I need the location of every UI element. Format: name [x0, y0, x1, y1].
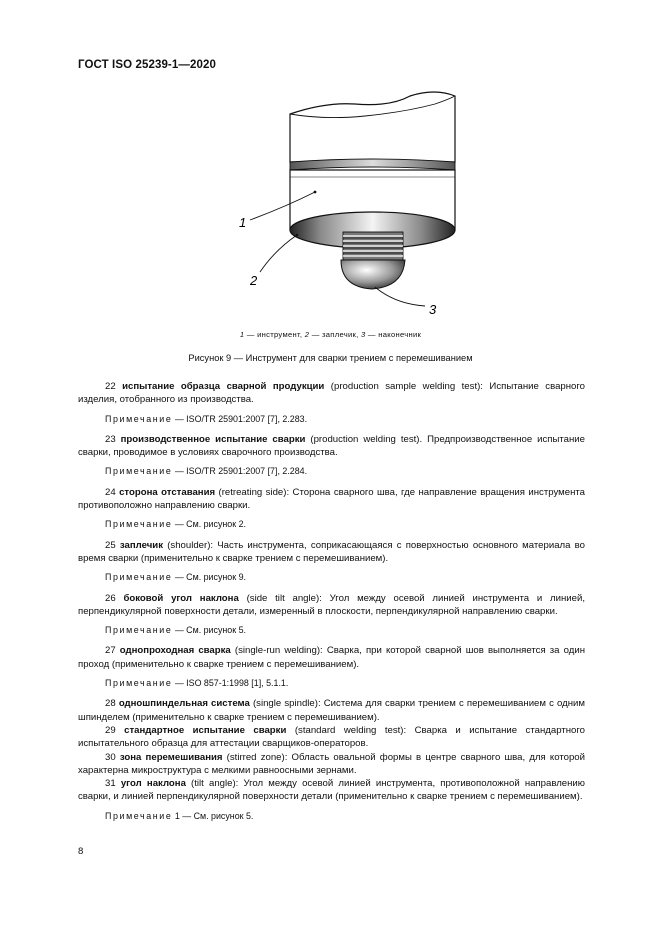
note-label: Примечание: [105, 413, 173, 424]
term-24: [78, 486, 585, 513]
note-label: Примечание: [105, 625, 173, 636]
term-definition: (stirred zone): Область овальной формы в центре сварного шва, для которой характерна микроструктура с мелкими равноосными зернами.: [78, 751, 585, 776]
term-definition: (single-run welding): Сварка, при которой сварной шов выполняется за один проход (применительно к сварке трением с перемешиванием).: [78, 645, 586, 670]
note-text: — ISO 857-1:1998 [1], 5.1.1.: [172, 678, 289, 689]
tool-body-upper: [290, 92, 455, 162]
term-27: [78, 644, 585, 671]
term-name: боковой угол наклона: [123, 592, 239, 604]
term-name: испытание образца сварной продукции: [122, 381, 325, 392]
note-text: — ISO/TR 25901:2007 [7], 2.284.: [172, 466, 308, 477]
note-23: [78, 465, 585, 478]
callout-1: 1: [239, 215, 247, 230]
figure-caption: Рисунок 9 — Инструмент для сварки трением с перемешиванием: [188, 353, 473, 363]
term-definition: (single spindle): Система для сварки трением с перемешиванием с одним шпинделем (применительно к сварке трением с перемешиванием).: [78, 698, 586, 723]
term-29: [78, 724, 585, 751]
note-25: [78, 571, 585, 584]
term-name: однопроходная сварка: [119, 645, 231, 657]
callout-2: 2: [250, 273, 258, 288]
term-28: [78, 697, 585, 724]
note-31: [78, 810, 585, 823]
friction-stir-tool-drawing: [205, 82, 495, 322]
legend-num-3: 3: [360, 330, 366, 339]
tool-band: [290, 159, 455, 170]
figure-legend: [0, 330, 661, 339]
note-text: — См. рисунок 9.: [172, 572, 246, 583]
term-number: 27: [105, 645, 116, 657]
note-26: [78, 624, 585, 637]
term-name: зона перемешивания: [119, 751, 223, 763]
term-number: 25: [105, 539, 116, 551]
note-22: [78, 413, 585, 426]
note-label: Примечание: [105, 466, 173, 477]
term-number: 29: [105, 724, 116, 736]
legend-text-2: — заплечик,: [309, 330, 361, 339]
legend-text-3: — наконечник: [365, 330, 422, 339]
term-definition: (tilt angle): Угол между осевой линией инструмента, противоположной направлению сварки, и линией перпендикулярной поверхности детали (применительно к сварке трением с перемешиванием).: [78, 778, 585, 803]
legend-num-2: 2: [304, 330, 310, 339]
term-number: 31: [105, 778, 116, 790]
terms-content: [78, 380, 585, 830]
term-name: сторона отставания: [119, 486, 216, 498]
term-25: [78, 539, 585, 566]
note-label: Примечание: [105, 572, 173, 583]
note-text: — ISO/TR 25901:2007 [7], 2.283.: [172, 413, 308, 424]
note-label: Примечание: [105, 810, 173, 821]
term-name: угол наклона: [120, 778, 186, 790]
note-text: 1 — См. рисунок 5.: [172, 810, 254, 821]
term-number: 24: [105, 486, 116, 498]
leader-2: [260, 235, 297, 272]
legend-text-1: — инструмент,: [244, 330, 305, 339]
term-definition: (production sample welding test): Испытание сварного изделия, отобранного из производства.: [78, 381, 586, 406]
term-30: [78, 751, 585, 778]
term-23: [78, 433, 585, 460]
term-number: 28: [105, 698, 116, 710]
term-definition: (side tilt angle): Угол между осевой линией инструмента и линией, перпендикулярной поверхности детали, измеренный в плоскости, перпендикулярной направлению сварки.: [78, 592, 585, 617]
term-definition: (standard welding test): Сварка и испытание стандартного испытательного образца для аттестации сварщиков-операторов.: [78, 724, 585, 750]
document-header: ГОСТ ISO 25239-1—2020: [78, 59, 216, 71]
term-name: стандартное испытание сварки: [124, 724, 287, 736]
callout-3: 3: [429, 302, 437, 317]
tool-probe-thread: [343, 232, 403, 260]
term-number: 22: [105, 381, 116, 392]
term-name: одношпиндельная система: [118, 698, 250, 710]
note-text: — См. рисунок 2.: [172, 519, 246, 530]
term-26: [78, 592, 585, 619]
term-definition: (shoulder): Часть инструмента, соприкасающаяся с поверхностью основного материала во время сварки (применительно к сварке трением с перемешиванием).: [78, 539, 586, 564]
term-number: 26: [105, 592, 116, 604]
term-22: [78, 380, 585, 407]
note-label: Примечание: [105, 519, 173, 530]
term-name: производственное испытание сварки: [120, 433, 306, 445]
note-text: — См. рисунок 5.: [172, 625, 246, 636]
term-number: 30: [105, 751, 116, 763]
term-31: [78, 777, 585, 804]
legend-num-1: 1: [239, 330, 245, 339]
page-number: 8: [78, 846, 84, 857]
tool-figure: [205, 82, 495, 322]
tool-probe-tip: [341, 260, 405, 289]
note-27: [78, 677, 585, 690]
term-number: 23: [105, 433, 116, 445]
note-label: Примечание: [105, 678, 173, 689]
term-definition: (production welding test). Предпроизводственное испытание сварки, проводимое в условиях сварочного производства.: [78, 433, 585, 459]
note-24: [78, 518, 585, 531]
term-name: заплечик: [119, 539, 163, 551]
term-definition: (retreating side): Сторона сварного шва, где направление вращения инструмента противоположно направлению сварки.: [78, 486, 585, 512]
leader-3: [375, 287, 425, 306]
